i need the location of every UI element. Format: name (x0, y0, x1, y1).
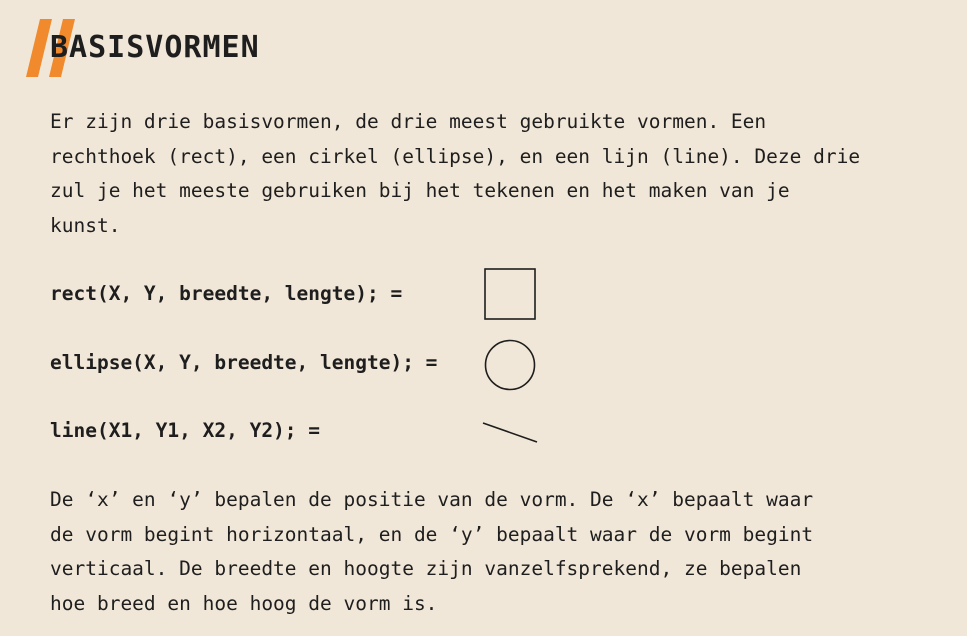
intro-line: kunst. (50, 213, 121, 237)
rect-syntax: rect(X, Y, breedte, lengte); = (50, 282, 403, 305)
ellipse-syntax: ellipse(X, Y, breedte, lengte); = (50, 351, 438, 374)
outro-line: hoe breed en hoe hoog de vorm is. (50, 591, 438, 615)
line-icon (480, 418, 540, 446)
intro-line: rechthoek (rect), een cirkel (ellipse), en een lijn (line). Deze drie (50, 144, 861, 168)
outro-paragraph (50, 483, 930, 621)
circle-icon (484, 339, 536, 391)
intro-line: Er zijn drie basisvormen, de drie meest gebruikte vormen. Een (50, 110, 767, 133)
outro-line: verticaal. De breedte en hoogte zijn vanzelfsprekend, ze bepalen (50, 557, 802, 580)
intro-line: zul je het meeste gebruiken bij het tekenen en het maken van je (50, 179, 790, 202)
outro-line: de vorm begint horizontaal, en de ‘y’ bepaalt waar de vorm begint (50, 522, 814, 546)
outro-line: De ‘x’ en ‘y’ bepalen de positie van de vorm. De ‘x’ bepaalt waar (50, 488, 814, 511)
line-syntax: line(X1, Y1, X2, Y2); = (50, 419, 321, 442)
page-title: BASISVORMEN (50, 30, 260, 65)
intro-paragraph (50, 105, 930, 243)
square-icon (484, 268, 536, 320)
